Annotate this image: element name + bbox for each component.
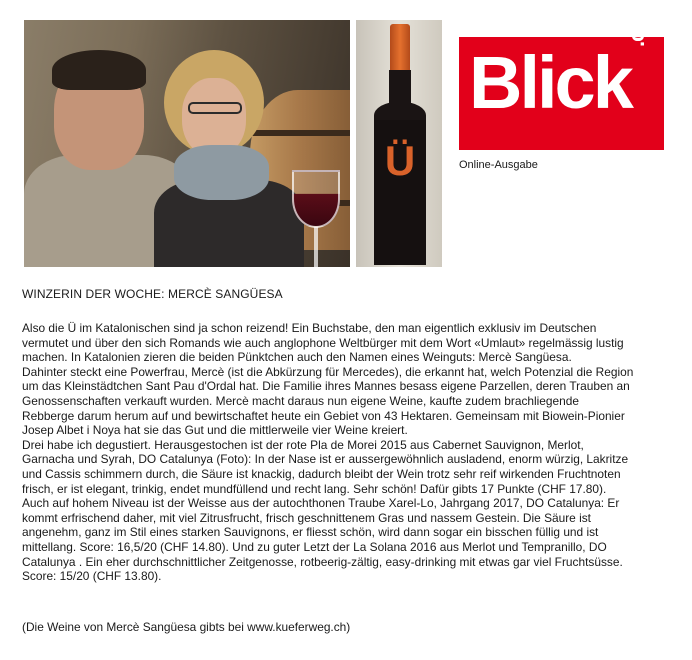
article-line: Catalunya . Ein eher durchschnittlicher Zeitgenosse, rotbeerig-zältig, easy-drinking mit etwas gar viel Fruchtsüsse. — [22, 554, 623, 569]
article-line: Dahinter steckt eine Powerfrau, Mercè (ist die Abkürzung für Mercedes), die erkannt hat, welch Potenzial die Region — [22, 364, 634, 379]
article-line: Garnacha und Syrah, DO Catalunya (Foto): In der Nase ist er aussergewöhnlich ausladend, enorm würzig, Lakritze — [22, 452, 629, 467]
article-line: kommt erfrischend daher, mit viel Zitrusfrucht, frisch geschnittenem Gras und nassem Gestein. Die Säure ist — [22, 510, 591, 525]
blick-logo-tld: .ch — [624, 18, 649, 47]
article-line: Score: 15/20 (CHF 13.80). — [22, 569, 162, 584]
wine-glass — [292, 170, 340, 228]
article-body — [22, 321, 674, 584]
article-line: vermutet und über den sich Romands wie auch anglophone Weltbürger mit dem Wort «Umlaut» regelmässig lustig — [22, 335, 624, 350]
article-line: Genossenschaften verkauft wurden. Mercè macht daraus nun eigene Weine, kaufte zudem brachliegende — [22, 393, 579, 408]
article-line: Rebberge darum herum auf und bewirtschaftet heute ein Gebiet von 43 Hektaren. Gemeinsam mit Biowein-Pionier — [22, 408, 625, 423]
article-line: angenehm, ganz im Stil eines starken Sauvignons, er fliesst schön, wird dann sogar ein bisschen füllig und ist — [22, 525, 599, 540]
bottle-capsule — [390, 24, 410, 72]
article-line: mittellang. Score: 16,5/20 (CHF 14.80). Und zu guter Letzt der La Solana 2016 aus Merlot und Tempranillo, DO — [22, 539, 607, 554]
scarf — [174, 145, 269, 200]
article-line: Also die Ü im Katalonischen sind ja schon reizend! Ein Buchstabe, den man eigentlich exklusiv im Deutschen — [22, 321, 597, 335]
winemakers-tasting-photo — [24, 20, 350, 267]
edition-label: Online-Ausgabe — [459, 159, 538, 171]
bottle-label-letter: Ü — [384, 137, 416, 184]
wine-bottle-photo — [356, 20, 442, 267]
article-line: um das Kleinstädtchen Sant Pau d'Ordal hat. Die Familie ihres Mannes besass eigene Parzellen, deren Trauben an — [22, 379, 630, 394]
man-hair — [52, 50, 146, 90]
article-line: Auch auf hohem Niveau ist der Weisse aus der autochthonen Traube Xarel-Lo, Jahrgang 2017, DO Catalunya: Er — [22, 496, 620, 511]
wine-glass-stem — [314, 227, 318, 267]
article-line: und Cassis schimmern durch, die Säure ist knackig, dadurch bleibt der Wein trotz sehr reif wirkenden Fruchtnoten — [22, 466, 621, 481]
blick-logo-word: Blick — [469, 41, 631, 124]
article-line: frisch, er ist elegant, trinkig, endet mundfüllend und recht lang. Sehr schön! Dafür gibts 17 Punkte (CHF 17.80). — [22, 481, 607, 496]
article-line: Drei habe ich degustiert. Herausgestochen ist der rote Pla de Morei 2015 aus Cabernet Sauvignon, Merlot, — [22, 437, 584, 452]
article-line: machen. In Katalonien zieren die beiden Pünktchen auch den Namen eines Weinguts: Mercè Sangüesa. — [22, 350, 572, 365]
article-line: Josep Albet i Noya hat sie das Gut und die mittlerweile vier Weine kreiert. — [22, 423, 408, 438]
retailer-note: (Die Weine von Mercè Sangüesa gibts bei www.kueferweg.ch) — [22, 620, 351, 634]
eyeglasses — [188, 102, 242, 114]
barrel-band — [250, 130, 350, 136]
article-headline: WINZERIN DER WOCHE: MERCÈ SANGÜESA — [22, 287, 283, 301]
